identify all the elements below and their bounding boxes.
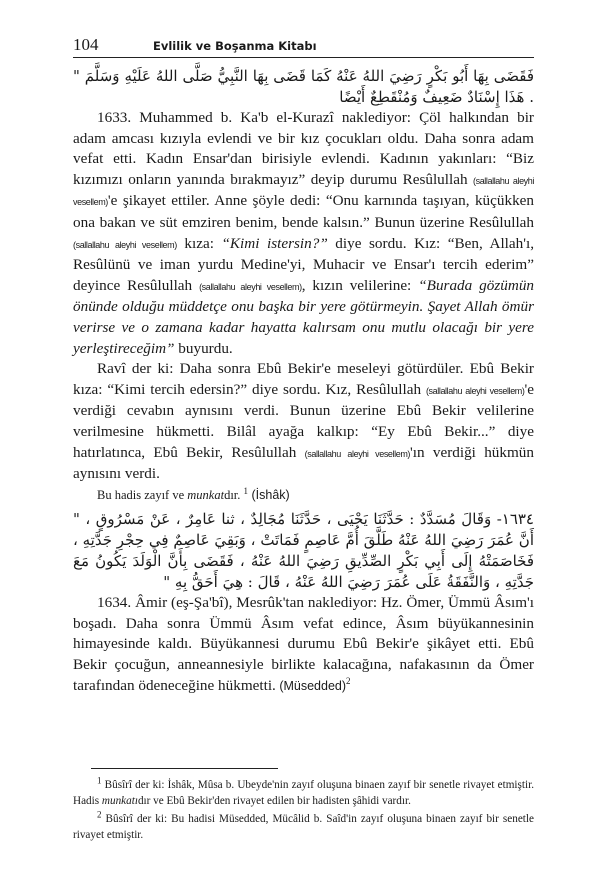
text: kıza:: [176, 234, 222, 252]
salawat: (sallallahu aleyhi vesellem): [73, 239, 177, 250]
text: Bûsîrî der ki: İshâk, Mûsa b. Ubeyde'nin zayıf oluşuna binaen zayıf bir senetle rivayet etmiştir. Hadis: [73, 779, 534, 808]
source: (İshâk): [248, 487, 290, 502]
footnote-2: [73, 811, 534, 843]
text: Ravî der ki: Daha sonra Ebû Bekir'e meseleyi götürdüler. Ebû Bekir kıza: “Kimi tercih edersin?” diye sordu. Kız, Resûlullah: [73, 360, 534, 398]
text: dır.: [224, 487, 244, 502]
arabic-hadith-1634: ١٦٣٤- وَقَالَ مُسَدَّدٌ : حَدَّثَنَا يَحْيَى ، حَدَّثَنَا مُجَالِدٌ ، ثنا عَامِرٌ ، عَنْ مَسْرُوقٍ ، " أَنَّ عُمَرَ رَضِيَ اللهُ عَنْهُ طَلَّقَ أُمَّ عَاصِمٍ فَمَاتَتْ ، وَبَقِيَ عَاصِمٌ فِي حِجْرِ جَدَّتِهِ ، فَخَاصَمَتْهُ إِلَى أَبِي بَكْرٍ الصِّدِّيقِ رَضِيَ اللهُ عَنْهُ ، فَقَضَى بِأَنَّ الْوَلَدَ يَكُونُ مَعَ جَدَّتِهِ ، وَالنَّفَقَةُ عَلَى عُمَرَ رَضِيَ اللهُ عَنْهُ ، قَالَ : هِيَ أَحَقُّ بِهِ ": [73, 510, 534, 592]
text: 'e şikayet ettiler. Anne şöyle dedi: “Onu karnında taşıyan, küçükken ona bakan ve süt emziren benim, bende kalsın.” Bunun üzerine Resûlullah: [73, 192, 534, 231]
text: buyurdu.: [174, 339, 233, 357]
footnote-number: 2: [97, 809, 102, 820]
hadith-1633: [73, 108, 534, 359]
text: Bu hadis zayıf ve: [97, 487, 188, 502]
book-page: [73, 30, 534, 843]
text: 1634. Âmir (eş-Şa'bî), Mesrûk'tan naklediyor: Hz. Ömer, Ümmü Âsım'ı boşadı. Daha sonra Ümmü Âsım vefat edince, Âsım büyükannesinin himayesinde kaldı. Büyükannesi durumu Ebû Bekir'e şikâyet etti. Ebû Bekir çocuğun, anneannesiyle birlikte kalacağına, nafakasının da Ömer tarafından ödeneceğine hükmetti.: [73, 594, 534, 694]
footnote-number: 1: [97, 775, 102, 786]
text: dır ve Ebû Bekir'den rivayet edilen bir hadisten şâhidi vardır.: [137, 795, 411, 808]
quote: “Burada gözümün önünde olduğu müddetçe onu başka bir yere götürmeyin. Şayet Allah ömür verirse ve o zamana kadar hayatta kalırsam onu mutlu olacağı bir yere yerleştireceğim”: [73, 276, 535, 357]
footnote-divider: [91, 768, 278, 769]
text: 1633. Muhammed b. Ka'b el-Kurazî naklediyor: Çöl halkından bir adam amcası kızıyla evlendi ve bir kız çocukları oldu. Daha sonra adam vefat etti. Kadın Ensar'dan birisiyle evlendi. Kadının yakınları: “Biz kızımızı onların yanında bırakmayız” deyip durumu Resûlullah: [73, 109, 534, 188]
page-number: 104: [73, 35, 99, 54]
salawat: (sallallahu aleyhi vesellem): [199, 281, 302, 292]
arabic-text-continuation: فَقَضَى بِهَا أَبُو بَكْرٍ رَضِيَ اللهُ عَنْهُ كَمَا قَضَى بِهَا النَّبِيُّ صَلَّى اللهُ عَلَيْهِ وَسَلَّمَ " . هَذَا إِسْنَادٌ ضَعِيفٌ وَمُنْقَطِعٌ أَيْضًا: [73, 67, 534, 106]
salawat: (sallallahu aleyhi vesellem): [425, 385, 525, 396]
book-title: Evlilik ve Boşanma Kitabı: [153, 39, 317, 53]
grading-note: [73, 485, 534, 506]
footnote-1: [73, 777, 534, 809]
footnote-ref-2[interactable]: 2: [346, 675, 351, 686]
text: diye sordu. Kız: “Ben, Allah'ı, Resûlünü ve iman yurdu Medine'yi, Muhacir ve Ensar'ı tercih ederim” deyince Resûlullah: [73, 234, 534, 294]
text: 'ın verdiği hükmün aynısını verdi.: [73, 443, 534, 483]
footnote-ref-1[interactable]: 1: [243, 485, 249, 496]
text: , kızın velilerine:: [301, 276, 419, 294]
term: munkatı: [101, 795, 138, 808]
salawat: (sallallahu aleyhi vesellem): [304, 448, 411, 459]
term: munkat: [187, 487, 225, 502]
running-header: [73, 30, 534, 58]
quote: “Kimi istersin?”: [221, 234, 328, 252]
narrator-paragraph: [73, 359, 534, 485]
text: Bûsîrî der ki: Bu hadisi Müsedded, Mücâlid b. Saîd'in zayıf oluşuna binaen zayıf bir senetle rivayet etmiştir.: [73, 813, 534, 842]
text: 'e verdiği cevabın aynısını verdi. Bunun üzerine Ebû Bekir velilerine verilmesine hükmetti. Bilâl ayağa kalkıp: “Ey Ebû Bekir...” diye hatırlatınca, Ebû Bekir, Resûlullah: [73, 380, 534, 461]
hadith-1634: [73, 593, 534, 696]
salawat: (sallallahu aleyhi vesellem): [73, 175, 534, 208]
source: (Müsedded): [275, 678, 347, 693]
